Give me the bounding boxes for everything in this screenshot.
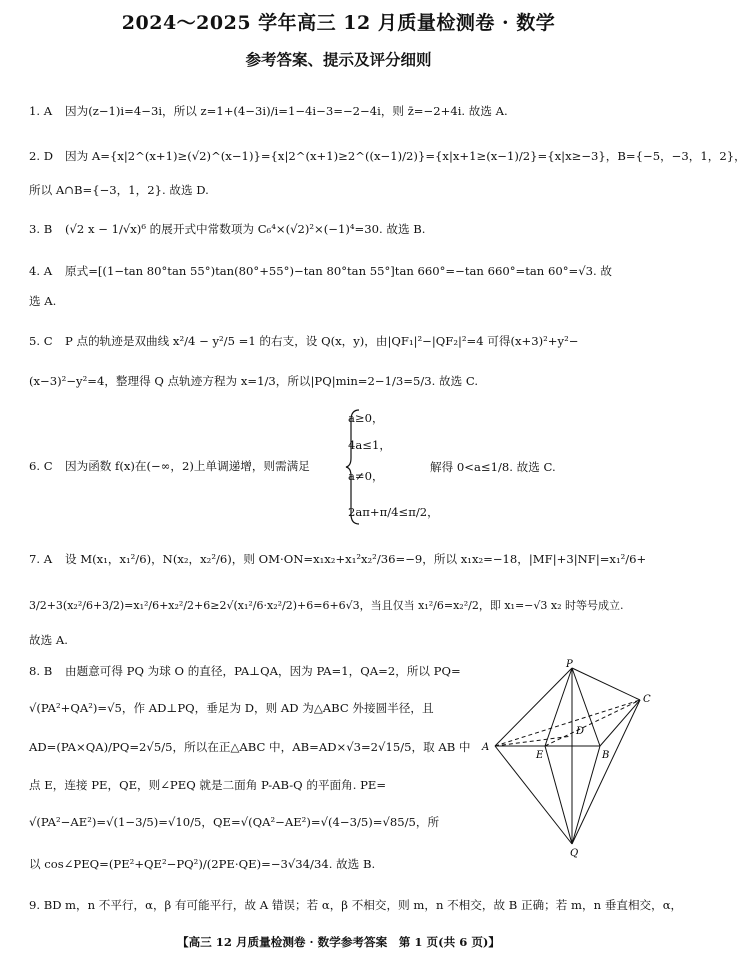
answer-text: AD=(PA×QA)/PQ=2√5/5，所以在正△ABC 中，AB=AD×√3=2√15/5，取 AB 中 xyxy=(29,740,471,754)
answer-line xyxy=(29,778,386,793)
answer-number: 3. B xyxy=(29,222,53,236)
answer-line xyxy=(29,294,56,309)
answer-line xyxy=(29,815,439,830)
answer-line xyxy=(29,222,425,237)
answer-text: P 点的轨迹是双曲线 x²/4 − y²/5 =1 的右支，设 Q(x，y)，由|QF₁|²−|QF₂|²=4 可得(x+3)²+y²− xyxy=(65,334,579,348)
page-footer: 【高三 12 月质量检测卷 · 数学参考答案 第 1 页(共 6 页)】 xyxy=(176,935,501,949)
figure-label-p: P xyxy=(566,659,573,670)
answer-text: √(PA²+QA²)=√5，作 AD⊥PQ，垂足为 D，则 AD 为△ABC 外接圆半径，且 xyxy=(29,701,434,715)
answer-line xyxy=(29,552,646,567)
answer-line xyxy=(29,857,375,872)
page-title: 2024～2025 学年高三 12 月质量检测卷 · 数学 xyxy=(121,12,556,34)
condition-line: 2aπ+π/4≤π/2， xyxy=(348,505,439,519)
answer-text: 由题意可得 PQ 为球 O 的直径，PA⊥QA，因为 PA=1，QA=2，所以 PQ= xyxy=(65,664,461,678)
answer-text: 因为(z−1)i=4−3i，所以 z=1+(4−3i)/i=1−4i−3=−2−4i，则 z̄=−2+4i. 故选 A. xyxy=(65,104,508,118)
answer-text: 因为 A={x|2^(x+1)≥(√2)^(x−1)}={x|2^(x+1)≥2^((x−1)/2)}={x|x+1≥(x−1)/2}={x|x≥−3}，B={−5，−3，1，2}， xyxy=(65,149,746,163)
answer-number: 9. BD xyxy=(29,898,62,912)
condition-line: 4a≤1， xyxy=(348,438,391,452)
answer-number: 8. B xyxy=(29,664,53,678)
answer-line xyxy=(29,374,478,389)
figure-label-d: D xyxy=(576,726,585,737)
answer-text: 所以 A∩B={−3，1，2}. 故选 D. xyxy=(29,183,209,197)
page-subtitle: 参考答案、提示及评分细则 xyxy=(245,50,432,69)
answer-line xyxy=(29,459,310,474)
figure-label-a: A xyxy=(482,742,490,753)
answer-line xyxy=(29,633,68,648)
answer-line xyxy=(29,334,578,349)
answer-number: 4. A xyxy=(29,264,53,278)
answer-line xyxy=(29,701,434,716)
figure-label-b: B xyxy=(602,750,610,761)
answer-line xyxy=(29,664,461,679)
answer-text: (x−3)²−y²=4，整理得 Q 点轨迹方程为 x=1/3，所以|PQ|min=2−1/3=5/3. 故选 C. xyxy=(29,374,479,388)
answer-text: 故选 A. xyxy=(29,633,68,647)
answer-line xyxy=(29,598,624,613)
answer-text: 选 A. xyxy=(29,294,57,308)
answer-line xyxy=(29,149,746,164)
answer-number: 5. C xyxy=(29,334,53,348)
answer-number: 1. A xyxy=(29,104,53,118)
answer-text: 以 cos∠PEQ=(PE²+QE²−PQ²)/(2PE·QE)=−3√34/34. 故选 B. xyxy=(29,857,376,871)
answer-text: √(PA²−AE²)=√(1−3/5)=√10/5，QE=√(QA²−AE²)=√(4−3/5)=√85/5，所 xyxy=(29,815,440,829)
answer-line xyxy=(29,264,612,279)
answer-line xyxy=(29,104,508,119)
figure-label-q: Q xyxy=(570,848,579,859)
answer-text: m，n 不平行，α，β 有可能平行，故 A 错误；若 α，β 不相交，则 m，n 不相交，故 B 正确；若 m，n 垂直相交，α， xyxy=(65,898,683,912)
answer-line xyxy=(29,740,471,755)
answer-text: 因为函数 f(x)在(−∞，2)上单调递增，则需满足 xyxy=(65,459,310,473)
solid-figure xyxy=(480,658,660,858)
answer-number: 2. D xyxy=(29,149,54,163)
answer-number: 6. C xyxy=(29,459,53,473)
answer-text: 3/2+3(x₂²/6+3/2)=x₁²/6+x₂²/2+6≥2√(x₁²/6·x₂²/2)+6=6+6√3，当且仅当 x₁²/6=x₂²/2，即 x₁=−√3 x₂ 时等号成立. xyxy=(29,599,624,612)
answer-text: 设 M(x₁，x₁²/6)，N(x₂，x₂²/6)，则 OM·ON=x₁x₂+x₁²x₂²/36=−9，所以 x₁x₂=−18，|MF|+3|NF|=x₁²/6+ xyxy=(65,552,647,566)
figure-label-c: C xyxy=(643,694,651,705)
figure-label-e: E xyxy=(536,750,544,761)
answer-number: 7. A xyxy=(29,552,53,566)
answer-text: 点 E，连接 PE，QE，则∠PEQ 就是二面角 P-AB-Q 的平面角. PE= xyxy=(29,778,387,792)
condition-line: a≥0， xyxy=(348,411,384,425)
condition-line: a≠0， xyxy=(348,469,384,483)
answer-line xyxy=(29,183,209,198)
answer-text: 原式=[(1−tan 80°tan 55°)tan(80°+55°)−tan 80°tan 55°]tan 660°=−tan 660°=tan 60°=√3. 故 xyxy=(65,264,612,278)
answer-line xyxy=(29,898,682,913)
answer-text: (√2 x − 1/√x)⁶ 的展开式中常数项为 C₆⁴×(√2)²×(−1)⁴=30. 故选 B. xyxy=(65,222,426,236)
condition-result: 解得 0<a≤1/8. 故选 C. xyxy=(430,460,556,474)
